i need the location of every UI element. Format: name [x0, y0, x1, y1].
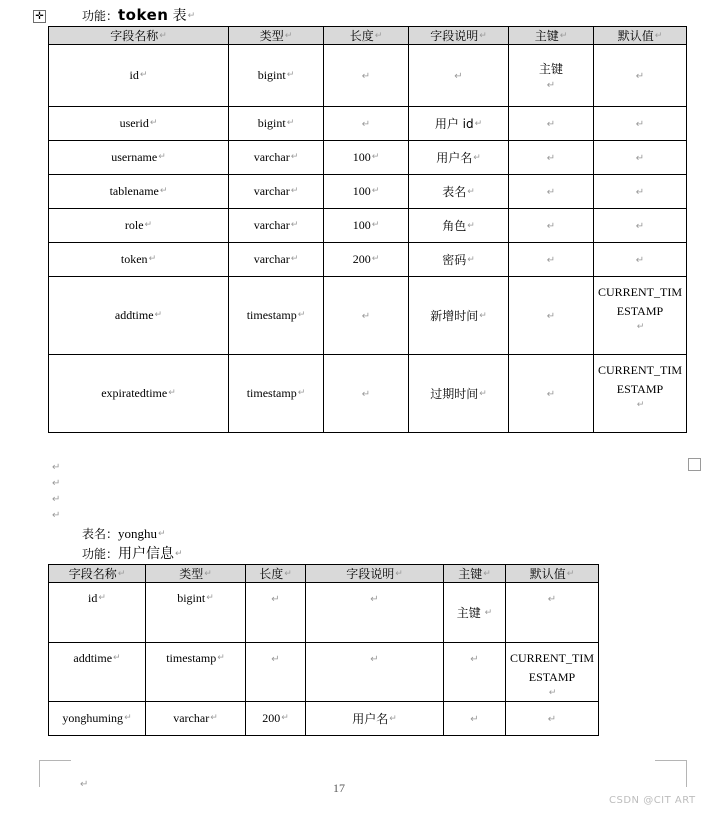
pilcrow-mark: ↵	[217, 653, 225, 663]
cell-primary-key: 主键 ↵	[509, 45, 594, 107]
margin-mark-bottom-left	[39, 760, 71, 787]
cell-field-name: token↵	[49, 243, 229, 277]
pilcrow-mark: ↵	[206, 593, 214, 603]
section2-function-label: 功能：	[82, 547, 119, 561]
cell-primary-key	[509, 355, 594, 433]
pilcrow-mark: ↵	[290, 220, 299, 230]
cell-description: 用户 id↵	[409, 107, 509, 141]
table-row	[49, 277, 687, 355]
cell-length	[246, 643, 306, 702]
cell-field-name: id↵	[49, 583, 146, 643]
cell-field-name: yonghuming↵	[49, 702, 146, 736]
empty-paragraph-mark: ↵	[52, 510, 61, 521]
section1-function-value: token	[118, 6, 169, 24]
table-header-row	[49, 27, 687, 45]
pilcrow-mark: ↵	[175, 549, 183, 559]
pilcrow-mark: ↵	[124, 713, 132, 724]
cell-default: CURRENT_TIMESTAMP ↵	[506, 643, 599, 702]
column-header-type: 类型↵	[146, 565, 246, 583]
pilcrow-mark: ↵	[473, 153, 481, 163]
cell-type: timestamp↵	[146, 643, 246, 702]
cell-type: varchar↵	[229, 209, 324, 243]
pilcrow-mark: ↵	[470, 654, 479, 665]
table-row	[49, 643, 599, 702]
pilcrow-mark: ↵	[654, 31, 663, 41]
section1-function-label: 功能：	[82, 9, 119, 23]
column-header-length: 长度↵	[324, 27, 409, 45]
table-row	[49, 107, 687, 141]
pilcrow-mark: ↵	[479, 31, 487, 41]
pilcrow-mark: ↵	[483, 569, 491, 579]
column-header-field-name: 字段名称↵	[49, 565, 146, 583]
cell-length: 200↵	[324, 243, 409, 277]
cell-type: varchar↵	[229, 175, 324, 209]
column-header-description: 字段说明↵	[306, 565, 444, 583]
pilcrow-mark: ↵	[374, 31, 383, 41]
column-header-default: 默认值↵	[594, 27, 687, 45]
cell-description: 密码↵	[409, 243, 509, 277]
pilcrow-mark: ↵	[98, 593, 106, 603]
pilcrow-mark: ↵	[474, 119, 483, 129]
column-header-default: 默认值↵	[506, 565, 599, 583]
pilcrow-mark: ↵	[371, 220, 380, 230]
pilcrow-mark: ↵	[635, 153, 645, 164]
cell-primary-key: 主键 ↵	[444, 583, 506, 643]
pilcrow-mark: ↵	[547, 714, 557, 726]
section2-table-name-label: 表名：	[82, 527, 119, 541]
pilcrow-mark: ↵	[117, 569, 126, 579]
empty-paragraph-mark: ↵	[52, 478, 61, 489]
cell-length: 100↵	[324, 141, 409, 175]
cell-type: varchar↵	[146, 702, 246, 736]
cell-description	[306, 583, 444, 643]
cell-primary-key	[509, 175, 594, 209]
margin-mark-bottom-right	[655, 760, 687, 787]
pilcrow-mark: ↵	[559, 31, 568, 41]
pilcrow-mark: ↵	[113, 653, 121, 663]
pilcrow-mark: ↵	[467, 187, 475, 197]
pilcrow-mark: ↵	[546, 221, 556, 232]
pilcrow-mark: ↵	[636, 400, 645, 411]
pilcrow-mark: ↵	[635, 221, 645, 232]
pilcrow-mark: ↵	[284, 569, 292, 579]
cell-default: CURRENT_TIMESTAMP ↵	[594, 277, 687, 355]
pilcrow-mark: ↵	[566, 569, 575, 579]
pilcrow-mark: ↵	[546, 79, 556, 91]
pilcrow-mark: ↵	[290, 186, 299, 196]
pilcrow-mark: ↵	[159, 31, 167, 41]
pilcrow-mark: ↵	[158, 152, 166, 162]
pilcrow-mark: ↵	[370, 654, 379, 665]
cell-description	[306, 643, 444, 702]
pilcrow-mark: ↵	[546, 187, 556, 198]
table-row	[49, 175, 687, 209]
cell-field-name: expiratedtime↵	[49, 355, 229, 433]
cell-length	[324, 355, 409, 433]
token-table	[48, 26, 687, 433]
cell-primary-key	[509, 141, 594, 175]
pilcrow-mark: ↵	[290, 152, 299, 162]
cell-type: bigint↵	[229, 107, 324, 141]
cell-length	[324, 277, 409, 355]
pilcrow-mark: ↵	[389, 714, 397, 725]
pilcrow-mark: ↵	[297, 388, 306, 398]
table-header-row	[49, 565, 599, 583]
cell-length: 100↵	[324, 175, 409, 209]
cell-type: timestamp↵	[229, 355, 324, 433]
table-resize-handle[interactable]	[688, 458, 701, 471]
table-move-handle[interactable]	[33, 10, 46, 23]
watermark: CSDN @CIT ART	[609, 795, 696, 806]
cell-description: 新增时间↵	[409, 277, 509, 355]
column-header-description: 字段说明↵	[409, 27, 509, 45]
cell-type: bigint↵	[146, 583, 246, 643]
pilcrow-mark: ↵	[371, 254, 380, 264]
pilcrow-mark: ↵	[187, 11, 196, 21]
page-number: 17	[333, 781, 345, 795]
table-row	[49, 702, 599, 736]
cell-default	[594, 243, 687, 277]
pilcrow-mark: ↵	[635, 255, 645, 266]
pilcrow-mark: ↵	[144, 220, 153, 230]
table-row	[49, 141, 687, 175]
table-row	[49, 243, 687, 277]
pilcrow-mark: ↵	[546, 389, 556, 400]
cell-length: 200↵	[246, 702, 306, 736]
empty-paragraph-mark: ↵	[52, 494, 61, 505]
pilcrow-mark: ↵	[548, 688, 557, 699]
cell-length	[324, 107, 409, 141]
cell-description	[409, 45, 509, 107]
pilcrow-mark: ↵	[481, 608, 493, 618]
cell-type: bigint↵	[229, 45, 324, 107]
pilcrow-mark: ↵	[635, 71, 645, 82]
pilcrow-mark: ↵	[168, 388, 176, 398]
cell-description: 表名↵	[409, 175, 509, 209]
cell-type: varchar↵	[229, 141, 324, 175]
cell-default	[594, 107, 687, 141]
table-row	[49, 45, 687, 107]
pilcrow-mark: ↵	[546, 153, 556, 164]
footer-paragraph-mark: ↵	[80, 779, 89, 790]
cell-default	[506, 702, 599, 736]
pilcrow-mark: ↵	[281, 713, 289, 724]
pilcrow-mark: ↵	[159, 186, 168, 196]
cell-field-name: addtime↵	[49, 643, 146, 702]
cell-field-name: id↵	[49, 45, 229, 107]
cell-primary-key	[509, 107, 594, 141]
table-row	[49, 209, 687, 243]
move-handle-icon: ✛	[35, 11, 44, 22]
pilcrow-mark: ↵	[148, 254, 157, 264]
cell-default	[594, 209, 687, 243]
pilcrow-mark: ↵	[210, 713, 218, 724]
pilcrow-mark: ↵	[467, 221, 475, 231]
pilcrow-mark: ↵	[467, 255, 475, 265]
pilcrow-mark: ↵	[361, 311, 371, 322]
pilcrow-mark: ↵	[470, 714, 479, 726]
pilcrow-mark: ↵	[290, 254, 299, 264]
cell-type: varchar↵	[229, 243, 324, 277]
cell-default	[594, 175, 687, 209]
pilcrow-mark: ↵	[361, 71, 371, 82]
cell-field-name: username↵	[49, 141, 229, 175]
pilcrow-mark: ↵	[284, 31, 293, 41]
pilcrow-mark: ↵	[479, 311, 487, 321]
pilcrow-mark: ↵	[139, 70, 148, 80]
column-header-type: 类型↵	[229, 27, 324, 45]
section2-table-name-value: yonghu	[118, 526, 158, 541]
pilcrow-mark: ↵	[546, 119, 556, 130]
pilcrow-mark: ↵	[154, 310, 163, 320]
pilcrow-mark: ↵	[158, 529, 166, 539]
cell-field-name: role↵	[49, 209, 229, 243]
cell-field-name: userid↵	[49, 107, 229, 141]
yonghu-table	[48, 564, 599, 736]
section2-function-value: 用户信息	[118, 546, 175, 562]
pilcrow-mark: ↵	[636, 322, 645, 333]
column-header-field-name: 字段名称↵	[49, 27, 229, 45]
cell-default: CURRENT_TIMESTAMP ↵	[594, 355, 687, 433]
column-header-primary-key: 主键↵	[509, 27, 594, 45]
section2-table-name-caption	[82, 525, 166, 542]
section2-function-caption	[82, 543, 183, 563]
pilcrow-mark: ↵	[271, 654, 280, 665]
cell-primary-key	[444, 702, 506, 736]
cell-type: timestamp↵	[229, 277, 324, 355]
pilcrow-mark: ↵	[635, 187, 645, 198]
pilcrow-mark: ↵	[204, 569, 212, 579]
cell-description: 过期时间↵	[409, 355, 509, 433]
table-row	[49, 355, 687, 433]
pilcrow-mark: ↵	[297, 310, 306, 320]
pilcrow-mark: ↵	[370, 594, 379, 605]
section1-function-suffix: 表	[172, 8, 187, 24]
pilcrow-mark: ↵	[371, 152, 380, 162]
pilcrow-mark: ↵	[395, 569, 403, 579]
pilcrow-mark: ↵	[271, 594, 280, 605]
cell-field-name: tablename↵	[49, 175, 229, 209]
cell-default	[594, 45, 687, 107]
pilcrow-mark: ↵	[286, 70, 295, 80]
section1-function-caption	[82, 5, 195, 25]
cell-description: 角色↵	[409, 209, 509, 243]
pilcrow-mark: ↵	[361, 119, 371, 130]
cell-default	[506, 583, 599, 643]
cell-length: 100↵	[324, 209, 409, 243]
cell-length	[324, 45, 409, 107]
pilcrow-mark: ↵	[149, 118, 158, 128]
column-header-length: 长度↵	[246, 565, 306, 583]
cell-length	[246, 583, 306, 643]
pilcrow-mark: ↵	[547, 594, 557, 605]
pilcrow-mark: ↵	[546, 255, 556, 266]
cell-primary-key	[509, 243, 594, 277]
pilcrow-mark: ↵	[546, 311, 556, 322]
pilcrow-mark: ↵	[286, 118, 295, 128]
cell-primary-key	[509, 277, 594, 355]
pilcrow-mark: ↵	[361, 389, 371, 400]
pilcrow-mark: ↵	[635, 119, 645, 130]
pilcrow-mark: ↵	[479, 389, 487, 399]
pilcrow-mark: ↵	[371, 186, 380, 196]
cell-field-name: addtime↵	[49, 277, 229, 355]
cell-primary-key	[444, 643, 506, 702]
cell-default	[594, 141, 687, 175]
cell-description: 用户名↵	[409, 141, 509, 175]
empty-paragraph-mark: ↵	[52, 462, 61, 473]
table-row	[49, 583, 599, 643]
cell-description: 用户名↵	[306, 702, 444, 736]
cell-primary-key	[509, 209, 594, 243]
column-header-primary-key: 主键↵	[444, 565, 506, 583]
pilcrow-mark: ↵	[454, 71, 463, 82]
